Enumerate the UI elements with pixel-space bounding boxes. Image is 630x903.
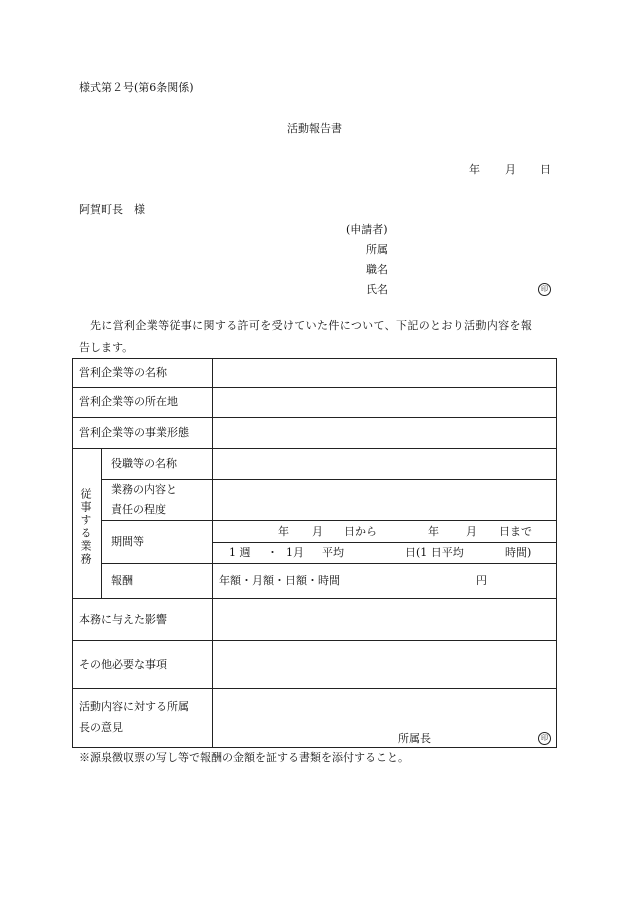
duties-label-line1: 業務の内容と <box>111 483 177 496</box>
applicant-name-label: 氏名 <box>366 283 388 296</box>
addressee: 阿賀町長 様 <box>79 203 145 216</box>
period-day-until: 日まで <box>499 525 532 538</box>
compensation-label: 報酬 <box>111 574 133 587</box>
applicant-affiliation-label: 所属 <box>366 243 388 256</box>
intro-text-line2: 告します。 <box>79 341 134 354</box>
period-month-until: 月 <box>466 525 477 538</box>
date-month: 月 <box>505 163 516 176</box>
duties-label-line2: 責任の程度 <box>111 503 166 516</box>
compensation-types: 年額・月額・日額・時間 <box>219 574 340 587</box>
period-daily-average: (1 日平均 <box>416 546 464 559</box>
compensation-yen: 円 <box>476 574 487 587</box>
period-year-until: 年 <box>428 525 439 538</box>
form-number: 様式第２号(第6条関係) <box>79 81 194 94</box>
document-title: 活動報告書 <box>287 122 342 135</box>
position-name-label: 役職等の名称 <box>111 457 177 470</box>
other-label: その他必要な事項 <box>79 658 167 671</box>
company-name-label: 営利企業等の名称 <box>79 366 167 379</box>
period-year-from: 年 <box>278 525 289 538</box>
applicant-position-label: 職名 <box>366 263 388 276</box>
period-per-month: 1月 <box>286 546 304 559</box>
business-type-label: 営利企業等の事業形態 <box>79 426 189 439</box>
date-day: 日 <box>540 163 551 176</box>
opinion-label-line1: 活動内容に対する所属 <box>79 700 189 713</box>
period-average: 平均 <box>322 546 344 559</box>
period-separator: ・ <box>267 546 278 559</box>
period-day-from: 日から <box>344 525 377 538</box>
applicant-header: (申請者) <box>346 223 388 236</box>
period-per-week: 1 週 <box>229 546 251 559</box>
intro-text-line1: 先に営利企業等従事に関する許可を受けていた件について、下記のとおり活動内容を報 <box>90 319 533 332</box>
period-days: 日 <box>405 546 416 559</box>
company-address-label: 営利企業等の所在地 <box>79 395 178 408</box>
engaged-work-label: 従事する業務 <box>79 488 92 566</box>
period-label: 期間等 <box>111 535 144 548</box>
applicant-seal-icon: 印 <box>538 283 551 296</box>
period-hours: 時間) <box>505 546 532 559</box>
opinion-label-line2: 長の意見 <box>79 721 123 734</box>
dept-head-seal-icon: 印 <box>538 732 551 745</box>
footnote: ※源泉徴収票の写し等で報酬の金額を証する書類を添付すること。 <box>79 751 409 764</box>
dept-head-label: 所属長 <box>398 732 431 745</box>
impact-label: 本務に与えた影響 <box>79 613 167 626</box>
date-year: 年 <box>469 163 480 176</box>
period-month-from: 月 <box>312 525 323 538</box>
